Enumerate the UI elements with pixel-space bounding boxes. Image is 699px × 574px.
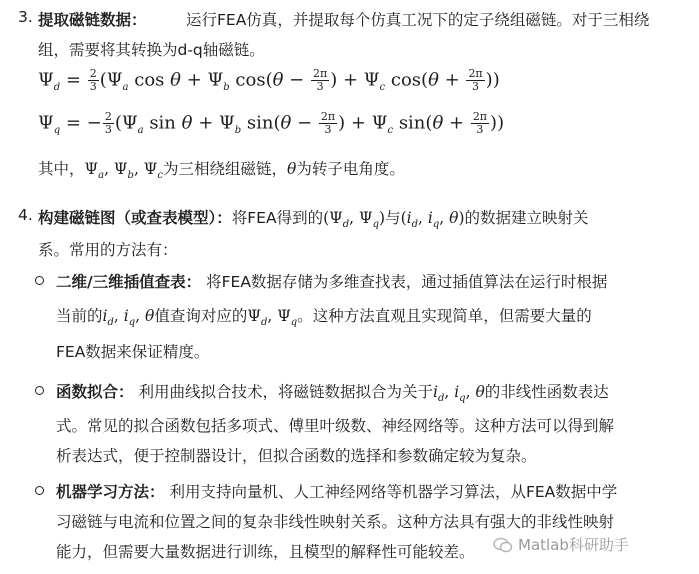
sub2-line-2: 式。常见的拟合函数包括多项式、傅里叶级数、神经网络等。这种方法可以得到解 — [56, 417, 615, 435]
sub3-line-2: 习磁链与电流和位置之间的复杂非线性映射关系。这种方法具有强大的非线性映射 — [56, 513, 615, 531]
item-3-footnote: 其中，$\Psi_a$, $\Psi_b$, $\Psi_c$为三相绕组磁链，θ为转子电角度。 — [38, 160, 405, 182]
sub2-line-1: 函数拟合： 利用曲线拟合技术，将磁链数据拟合为关于$i_d$, $i_q$, θ的非线性函数表达 — [56, 383, 609, 405]
wechat-icon — [493, 537, 513, 553]
item-3-number: 3. — [18, 8, 33, 26]
bullet-icon — [35, 386, 44, 395]
bullet-icon — [35, 276, 44, 285]
watermark: Matlab科研助手 — [518, 536, 629, 554]
sub1-line-2: 当前的$i_d$, $i_q$, θ值查询对应的$\Psi_d$, $\Psi_q$。这种方法直观且实现简单，但需要大量的 — [56, 307, 592, 329]
item-3-line-1: 运行FEA仿真，并提取每个仿真工况下的定子绕组磁链。对于三相绕 — [186, 11, 650, 29]
sub1-line-3: FEA数据来保证精度。 — [56, 343, 210, 361]
sub1-line-1: 二维/三维插值查表： 将FEA数据存储为多维查找表，通过插值算法在运行时根据 — [56, 273, 608, 291]
item-3-line-2: 组，需要将其转换为d-q轴磁链。 — [38, 41, 265, 59]
equation-psi-q: $\Psi_q$ = − $\frac{2}{3}$ ($\Psi_a$ $\sin \theta + \Psi_b$ sin(θ − $\frac{2\pi}{3}$ ) + $\Psi_c$ sin(θ + $\frac{2\pi}{3}$ )) — [38, 110, 505, 137]
sub3-line-1: 机器学习方法： 利用支持向量机、人工神经网络等机器学习算法，从FEA数据中学 — [56, 483, 618, 501]
item-4-number: 4. — [18, 206, 33, 224]
sub3-line-3: 能力，但需要大量数据进行训练，且模型的解释性可能较差。 — [56, 543, 475, 561]
item-4-line-2: 系。常用的方法有： — [38, 241, 178, 259]
item-3-title: 提取磁链数据： — [38, 11, 147, 29]
equation-psi-d: $\Psi_d$ = $\frac{2}{3}$ ($\Psi_a$ $\cos \theta + \Psi_b$ cos(θ − $\frac{2\pi}{3}$ ) + $\Psi_c$ cos(θ + $\frac{2\pi}{3}$ )) — [38, 67, 500, 94]
sub2-line-3: 析表达式，便于控制器设计，但拟合函数的选择和参数确定较为复杂。 — [56, 447, 537, 465]
item-4-line-1: 构建磁链图（或查表模型）：将FEA得到的($\Psi_d$, $\Psi_q$)与($i_d$, $i_q$, θ)的数据建立映射关 — [38, 209, 589, 231]
bullet-icon — [35, 486, 44, 495]
